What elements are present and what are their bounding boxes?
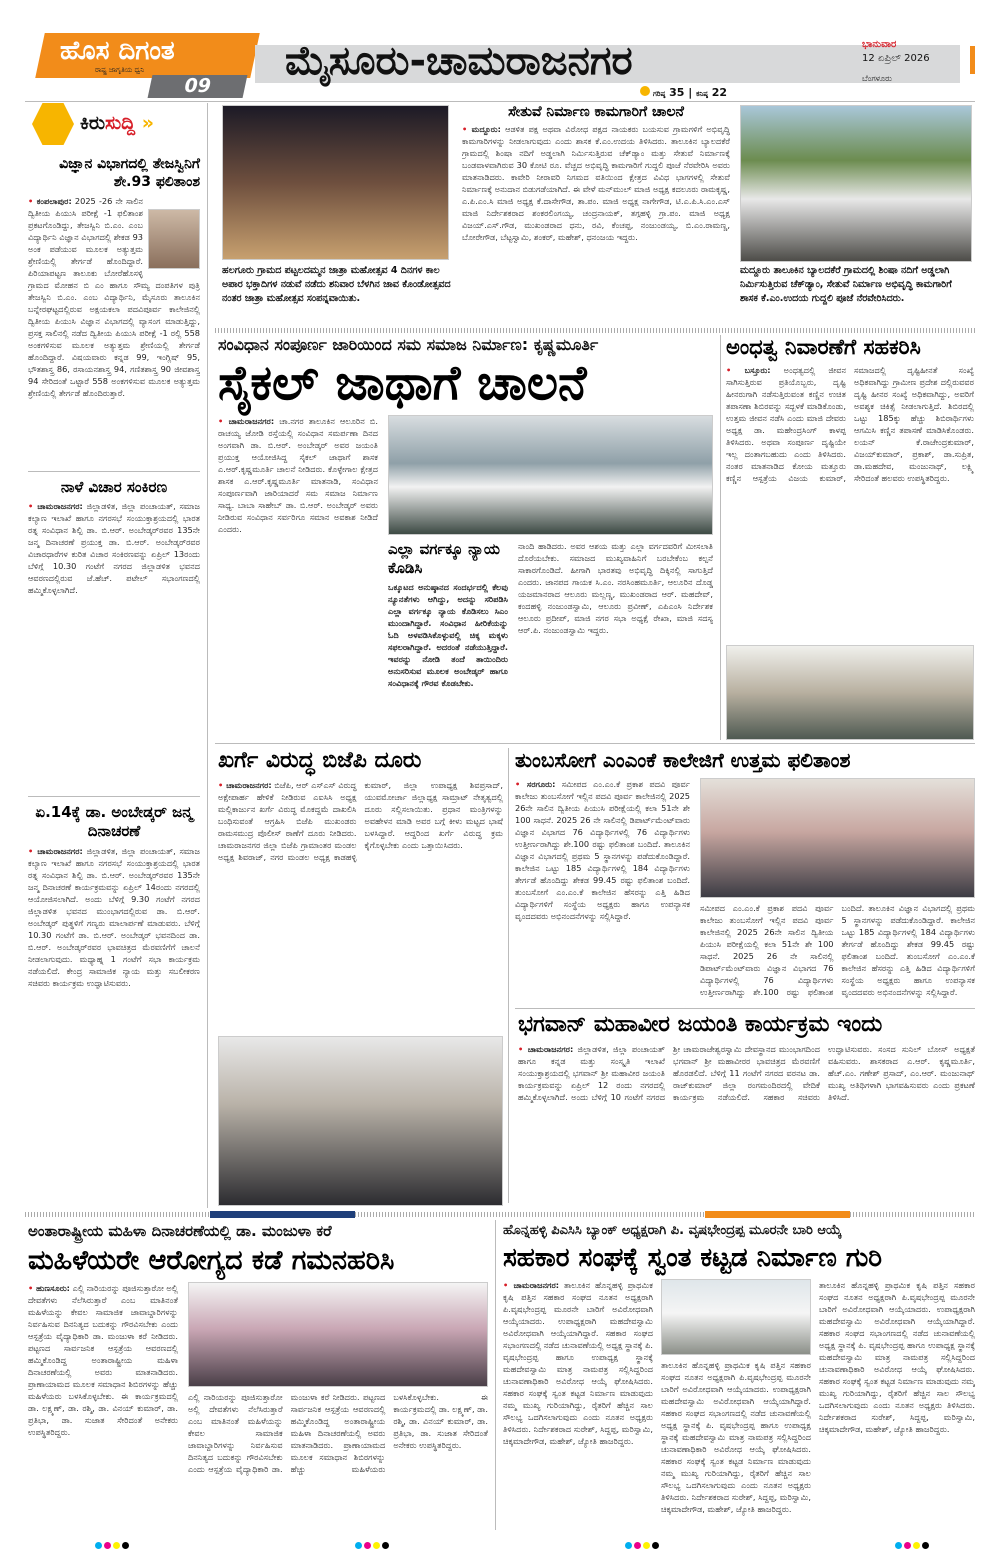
mahaveer-story: ಭಗವಾನ್ ಮಹಾವೀರ ಜಯಂತಿ ಕಾರ್ಯಕ್ರಮ ಇಂದು • ಚಾಮರಾಜನಗರ: ಜಿಲ್ಲಾಡಳಿತ, ಜಿಲ್ಲಾ ಪಂಚಾಯತ್ ಹಾಗೂ ಕನ್ನಡ ಮತ್ತು ಸಂಸ್ಕೃತಿ ಇಲಾಖೆ ಸಂಯುಕ್ತಾಶ್ರಯದಲ್ಲಿ ಭಗವಾನ್ ಶ್ರೀ ಮಹಾವೀರ ಜಯಂತಿ ಕಾರ್ಯಕ್ರಮವನ್ನು ಏಪ್ರಿಲ್ 12 ರಂದು ನಗರದಲ್ಲಿ ಹಮ್ಮಿಕೊಳ್ಳಲಾಗಿದೆ. ಅಂದು ಬೆಳಿಗ್ಗೆ 10 ಗಂಟೆಗೆ ನಗರದ ಶ್ರೀ ಚಾಮರಾಜೇಶ್ವರಸ್ವಾಮಿ ದೇವಸ್ಥಾನದ ಮುಂಭಾಗದಿಂದ ಭಗವಾನ್ ಶ್ರೀ ಮಹಾವೀರರ ಭಾವಚಿತ್ರದ ಮೆರವಣಿಗೆ ಹೊರಡಲಿದೆ. ಬೆಳಿಗ್ಗೆ 11 ಗಂಟೆಗೆ ನಗರದ ವರನಟ ಡಾ. ರಾಜ್‌ಕುಮಾರ್ ಜಿಲ್ಲಾ ರಂಗಮಂದಿರದಲ್ಲಿ ವೇದಿಕೆ ಕಾರ್ಯಕ್ರಮ ನಡೆಯಲಿದೆ. ಸಹಕಾರ ಸಚಿವರು ಉದ್ಘಾಟಿಸುವರು. ಸಂಸದ ಸುನಿಲ್ ಬೋಸ್ ಅಧ್ಯಕ್ಷತೆ ವಹಿಸುವರು. ಶಾಸಕರಾದ ಎ.ಆರ್. ಕೃಷ್ಣಮೂರ್ತಿ, ಹೆಚ್.ಎಂ. ಗಣೇಶ್ ಪ್ರಸಾದ್, ಎಂ.ಆರ್. ಮಂಜುನಾಥ್ ಮುಖ್ಯ ಅತಿಥಿಗಳಾಗಿ ಭಾಗವಹಿಸುವರು ಎಂದು ಪ್ರಕಟಣೆ ತಿಳಿಸಿದೆ. bbox=[518, 1012, 975, 1205]
accent-bar bbox=[210, 1211, 355, 1218]
column-rule bbox=[720, 335, 721, 740]
lead-kicker: ಸಂವಿಧಾನ ಸಂಪೂರ್ಣ ಜಾರಿಯಿಂದ ಸಮ ಸಮಾಜ ನಿರ್ಮಾಣ: ಕೃಷ್ಣಮೂರ್ತಿ bbox=[218, 335, 599, 354]
cooperative-story: ಹೊನ್ನಹಳ್ಳಿ ಪಿಎಸಿಸಿ ಬ್ಯಾಂಕ್ ಅಧ್ಯಕ್ಷರಾಗಿ ಪಿ. ವೃಷಭೇಂದ್ರಪ್ಪ ಮೂರನೇ ಬಾರಿ ಆಯ್ಕೆ ಸಹಕಾರ ಸಂಘಕ್ಕೆ ಸ್ವಂತ ಕಟ್ಟಡ ನಿರ್ಮಾಣ ಗುರಿ • ಚಾಮರಾಜನಗರ: ತಾಲೂಕಿನ ಹೊನ್ನಹಳ್ಳಿ ಪ್ರಾಥಮಿಕ ಕೃಷಿ ಪತ್ತಿನ ಸಹಕಾರ ಸಂಘದ ನೂತನ ಅಧ್ಯಕ್ಷರಾಗಿ ಪಿ.ವೃಷಭೇಂದ್ರಪ್ಪ ಮೂರನೇ ಬಾರಿಗೆ ಅವಿರೋಧವಾಗಿ ಆಯ್ಕೆಯಾದರು. ಉಪಾಧ್ಯಕ್ಷರಾಗಿ ಮಹದೇವಸ್ವಾಮಿ ಅವಿರೋಧವಾಗಿ ಆಯ್ಕೆಯಾಗಿದ್ದಾರೆ. ಸಹಕಾರ ಸಂಘದ ಸಭಾಂಗಣದಲ್ಲಿ ನಡೆದ ಚುನಾವಣೆಯಲ್ಲಿ ಅಧ್ಯಕ್ಷ ಸ್ಥಾನಕ್ಕೆ ಪಿ. ವೃಷಭೇಂದ್ರಪ್ಪ ಹಾಗೂ ಉಪಾಧ್ಯಕ್ಷ ಸ್ಥಾನಕ್ಕೆ ಮಹದೇವಸ್ವಾಮಿ ಮಾತ್ರ ನಾಮಪತ್ರ ಸಲ್ಲಿಸಿದ್ದರಿಂದ ಚುನಾವಣಾಧಿಕಾರಿ ಅವಿರೋಧ ಆಯ್ಕೆ ಘೋಷಿಸಿದರು. ಸಹಕಾರ ಸಂಘಕ್ಕೆ ಸ್ವಂತ ಕಟ್ಟಡ ನಿರ್ಮಾಣ ಮಾಡುವುದು ನಮ್ಮ ಮುಖ್ಯ ಗುರಿಯಾಗಿದ್ದು, ರೈತರಿಗೆ ಹೆಚ್ಚಿನ ಸಾಲ ಸೌಲಭ್ಯ ಒದಗಿಸಲಾಗುವುದು ಎಂದು ನೂತನ ಅಧ್ಯಕ್ಷರು ತಿಳಿಸಿದರು. ನಿರ್ದೇಶಕರಾದ ಸುರೇಶ್, ಸಿದ್ದಪ್ಪ, ಮರಿಸ್ವಾಮಿ, ಚಿಕ್ಕಮಾದೇಗೌಡ, ಮಹೇಶ್, ಜ್ಯೋತಿ ಹಾಜರಿದ್ದರು. ತಾಲೂಕಿನ ಹೊನ್ನಹಳ್ಳಿ ಪ್ರಾಥಮಿಕ ಕೃಷಿ ಪತ್ತಿನ ಸಹಕಾರ ಸಂಘದ ನೂತನ ಅಧ್ಯಕ್ಷರಾಗಿ ಪಿ.ವೃಷಭೇಂದ್ರಪ್ಪ ಮೂರನೇ ಬಾರಿಗೆ ಅವಿರೋಧವಾಗಿ ಆಯ್ಕೆಯಾದರು. ಉಪಾಧ್ಯಕ್ಷರಾಗಿ ಮಹದೇವಸ್ವಾಮಿ ಅವಿರೋಧವಾಗಿ ಆಯ್ಕೆಯಾಗಿದ್ದಾರೆ. ಸಹಕಾರ ಸಂಘದ ಸಭಾಂಗಣದಲ್ಲಿ ನಡೆದ ಚುನಾವಣೆಯಲ್ಲಿ ಅಧ್ಯಕ್ಷ ಸ್ಥಾನಕ್ಕೆ ಪಿ. ವೃಷಭೇಂದ್ರಪ್ಪ ಹಾಗೂ ಉಪಾಧ್ಯಕ್ಷ ಸ್ಥಾನಕ್ಕೆ ಮಹದೇವಸ್ವಾಮಿ ಮಾತ್ರ ನಾಮಪತ್ರ ಸಲ್ಲಿಸಿದ್ದರಿಂದ ಚುನಾವಣಾಧಿಕಾರಿ ಅವಿರೋಧ ಆಯ್ಕೆ ಘೋಷಿಸಿದರು. ಸಹಕಾರ ಸಂಘಕ್ಕೆ ಸ್ವಂತ ಕಟ್ಟಡ ನಿರ್ಮಾಣ ಮಾಡುವುದು ನಮ್ಮ ಮುಖ್ಯ ಗುರಿಯಾಗಿದ್ದು, ರೈತರಿಗೆ ಹೆಚ್ಚಿನ ಸಾಲ ಸೌಲಭ್ಯ ಒದಗಿಸಲಾಗುವುದು ಎಂದು ನೂತನ ಅಧ್ಯಕ್ಷರು ತಿಳಿಸಿದರು. ನಿರ್ದೇಶಕರಾದ ಸುರೇಶ್, ಸಿದ್ದಪ್ಪ, ಮರಿಸ್ವಾಮಿ, ಚಿಕ್ಕಮಾದೇಗೌಡ, ಮಹೇಶ್, ಜ್ಯೋತಿ ಹಾಜರಿದ್ದರು. ತಾಲೂಕಿನ ಹೊನ್ನಹಳ್ಳಿ ಪ್ರಾಥಮಿಕ ಕೃಷಿ ಪತ್ತಿನ ಸಹಕಾರ ಸಂಘದ ನೂತನ ಅಧ್ಯಕ್ಷರಾಗಿ ಪಿ.ವೃಷಭೇಂದ್ರಪ್ಪ ಮೂರನೇ ಬಾರಿಗೆ ಅವಿರೋಧವಾಗಿ ಆಯ್ಕೆಯಾದರು. ಉಪಾಧ್ಯಕ್ಷರಾಗಿ ಮಹದೇವಸ್ವಾಮಿ ಅವಿರೋಧವಾಗಿ ಆಯ್ಕೆಯಾಗಿದ್ದಾರೆ. ಸಹಕಾರ ಸಂಘದ ಸಭಾಂಗಣದಲ್ಲಿ ನಡೆದ ಚುನಾವಣೆಯಲ್ಲಿ ಅಧ್ಯಕ್ಷ ಸ್ಥಾನಕ್ಕೆ ಪಿ. ವೃಷಭೇಂದ್ರಪ್ಪ ಹಾಗೂ ಉಪಾಧ್ಯಕ್ಷ ಸ್ಥಾನಕ್ಕೆ ಮಹದೇವಸ್ವಾಮಿ ಮಾತ್ರ ನಾಮಪತ್ರ ಸಲ್ಲಿಸಿದ್ದರಿಂದ ಚುನಾವಣಾಧಿಕಾರಿ ಅವಿರೋಧ ಆಯ್ಕೆ ಘೋಷಿಸಿದರು. ಸಹಕಾರ ಸಂಘಕ್ಕೆ ಸ್ವಂತ ಕಟ್ಟಡ ನಿರ್ಮಾಣ ಮಾಡುವುದು ನಮ್ಮ ಮುಖ್ಯ ಗುರಿಯಾಗಿದ್ದು, ರೈತರಿಗೆ ಹೆಚ್ಚಿನ ಸಾಲ ಸೌಲಭ್ಯ ಒದಗಿಸಲಾಗುವುದು ಎಂದು ನೂತನ ಅಧ್ಯಕ್ಷರು ತಿಳಿಸಿದರು. ನಿರ್ದೇಶಕರಾದ ಸುರೇಶ್, ಸಿದ್ದಪ್ಪ, ಮರಿಸ್ವಾಮಿ, ಚಿಕ್ಕಮಾದೇಗೌಡ, ಮಹೇಶ್, ಜ್ಯೋತಿ ಹಾಜರಿದ್ದರು. bbox=[503, 1222, 975, 1528]
accent-bar bbox=[970, 46, 975, 74]
student-photo bbox=[148, 209, 200, 269]
eye-camp-photo bbox=[726, 645, 974, 740]
cycle-rally-photo bbox=[388, 415, 713, 535]
festival-photo bbox=[222, 105, 449, 260]
newspaper-logo: ಹೊಸ ದಿಗಂತ bbox=[60, 36, 175, 66]
womens-day-story: ಅಂತಾರಾಷ್ಟ್ರೀಯ ಮಹಿಳಾ ದಿನಾಚರಣೆಯಲ್ಲಿ ಡಾ. ಮಂಜುಳಾ ಕರೆ ಮಹಿಳೆಯರೇ ಆರೋಗ್ಯದ ಕಡೆ ಗಮನಹರಿಸಿ • ಹುಣಸೂರು: ಎಲ್ಲಿ ನಾರಿಯರನ್ನು ಪೂಜಿಸುತ್ತಾರೋ ಅಲ್ಲಿ ದೇವತೆಗಳು ನೆಲೆಸಿರುತ್ತಾರೆ ಎಂಬ ಮಾತಿನಂತೆ ಮಹಿಳೆಯನ್ನು ಕೇವಲ ಸಾಮಾಜಿಕ ಜಾವಾಬ್ದಾರಿಗಳನ್ನು ನಿರ್ವಹಿಸುವ ದಿನನಿತ್ಯದ ಬದುಕನ್ನು ಗೌರವಿಸಬೇಕು ಎಂದು ಆಸ್ಪತ್ರೆಯ ವೈದ್ಯಾಧಿಕಾರಿ ಡಾ. ಮಂಜುಳಾ ಕರೆ ನೀಡಿದರು. ಪಟ್ಟಣದ ಸಾರ್ವಜನಿಕ ಆಸ್ಪತ್ರೆಯ ಆವರಣದಲ್ಲಿ ಹಮ್ಮಿಕೊಂಡಿದ್ದ ಅಂತಾರಾಷ್ಟ್ರೀಯ ಮಹಿಳಾ ದಿನಾಚರಣೆಯಲ್ಲಿ ಅವರು ಮಾತನಾಡಿದರು. ಪ್ರಾಣಾಯಾಮದ ಮೂಲಕ ಸಮಾಧಾನ ಶಿಬಿರಗಳನ್ನು ಹೆಚ್ಚು ಮಹಿಳೆಯರು ಬಳಸಿಕೊಳ್ಳಬೇಕು. ಈ ಕಾರ್ಯಕ್ರಮದಲ್ಲಿ ಡಾ. ಲಕ್ಷ್ಮಣ್, ಡಾ. ರಶ್ಮಿ, ಡಾ. ವಿನಯ್ ಕುಮಾರ್, ಡಾ. ಪ್ರತಿಭಾ, ಡಾ. ಸುಜಾತ ಸೇರಿದಂತೆ ಅನೇಕರು ಉಪಸ್ಥಿತರಿದ್ದರು. ಎಲ್ಲಿ ನಾರಿಯರನ್ನು ಪೂಜಿಸುತ್ತಾರೋ ಅಲ್ಲಿ ದೇವತೆಗಳು ನೆಲೆಸಿರುತ್ತಾರೆ ಎಂಬ ಮಾತಿನಂತೆ ಮಹಿಳೆಯನ್ನು ಕೇವಲ ಸಾಮಾಜಿಕ ಜಾವಾಬ್ದಾರಿಗಳನ್ನು ನಿರ್ವಹಿಸುವ ದಿನನಿತ್ಯದ ಬದುಕನ್ನು ಗೌರವಿಸಬೇಕು ಎಂದು ಆಸ್ಪತ್ರೆಯ ವೈದ್ಯಾಧಿಕಾರಿ ಡಾ. ಮಂಜುಳಾ ಕರೆ ನೀಡಿದರು. ಪಟ್ಟಣದ ಸಾರ್ವಜನಿಕ ಆಸ್ಪತ್ರೆಯ ಆವರಣದಲ್ಲಿ ಹಮ್ಮಿಕೊಂಡಿದ್ದ ಅಂತಾರಾಷ್ಟ್ರೀಯ ಮಹಿಳಾ ದಿನಾಚರಣೆಯಲ್ಲಿ ಅವರು ಮಾತನಾಡಿದರು. ಪ್ರಾಣಾಯಾಮದ ಮೂಲಕ ಸಮಾಧಾನ ಶಿಬಿರಗಳನ್ನು ಹೆಚ್ಚು ಮಹಿಳೆಯರು ಬಳಸಿಕೊಳ್ಳಬೇಕು. ಈ ಕಾರ್ಯಕ್ರಮದಲ್ಲಿ ಡಾ. ಲಕ್ಷ್ಮಣ್, ಡಾ. ರಶ್ಮಿ, ಡಾ. ವಿನಯ್ ಕುಮಾರ್, ಡಾ. ಪ್ರತಿಭಾ, ಡಾ. ಸುಜಾತ ಸೇರಿದಂತೆ ಅನೇಕರು ಉಪಸ್ಥಿತರಿದ್ದರು. bbox=[28, 1222, 488, 1528]
date: 12 ಏಪ್ರಿಲ್ 2026 bbox=[862, 53, 930, 64]
lead-story: ಸಂವಿಧಾನ ಸಂಪೂರ್ಣ ಜಾರಿಯಿಂದ ಸಮ ಸಮಾಜ ನಿರ್ಮಾಣ: ಕೃಷ್ಣಮೂರ್ತಿ ಸೈಕಲ್ ಜಾಥಾಗೆ ಚಾಲನೆ • ಚಾಮರಾಜನಗರ: ಚಾ.ನಗರ ತಾಲೂಕಿನ ಆಲೂರಿನ ಬಿ. ರಾಚಯ್ಯ ಜೋಡಿ ರಸ್ತೆಯಲ್ಲಿ ಸಂವಿಧಾನ ಸಮರ್ಪಣಾ ದಿನದ ಅಂಗವಾಗಿ ಡಾ. ಬಿ.ಆರ್. ಅಂಬೇಡ್ಕರ್ ಅವರ ಜಯಂತಿ ಪ್ರಯುಕ್ತ ಆಯೋಜಿಸಿದ್ದ ಸೈಕಲ್ ಜಾಥಾಗೆ ಶಾಸಕ ಎ.ಆರ್.ಕೃಷ್ಣಮೂರ್ತಿ ಚಾಲನೆ ನೀಡಿದರು. ಕೊಳ್ಳೇಗಾಲ ಕ್ಷೇತ್ರದ ಶಾಸಕ ಎ.ಆರ್.ಕೃಷ್ಣಮೂರ್ತಿ ಮಾತನಾಡಿ, ಸಂವಿಧಾನ ಸಂಪೂರ್ಣವಾಗಿ ಜಾರಿಯಾದರೆ ಸಮ ಸಮಾಜ ನಿರ್ಮಾಣ ಸಾಧ್ಯ. ಬಾಬಾ ಸಾಹೇಬ್ ಡಾ. ಬಿ.ಆರ್. ಅಂಬೇಡ್ಕರ್ ಅವರು ನೀಡಿರುವ ಸಂವಿಧಾನ ಸರ್ವರಿಗೂ ಸಮಾನ ಅವಕಾಶ ನೀಡಿದೆ ಎಂದರು. ಎಲ್ಲಾ ವರ್ಗಕ್ಕೂ ನ್ಯಾಯ ಕೊಡಿಸಿ ಒಕ್ಕೂಟದ ಅನುಷ್ಠಾನದ ಸಂದರ್ಭದಲ್ಲಿ ಕೆಲವು ನ್ಯೂನತೆಗಳು ಆಗಿದ್ದು, ಅದನ್ನು ಸರಿಪಡಿಸಿ ಎಲ್ಲಾ ವರ್ಗಕ್ಕೂ ನ್ಯಾಯ ಕೊಡಿಸಲು ಸಿಎಂ ಮುಂದಾಗಿದ್ದಾರೆ. ಸಂವಿಧಾನ ಹೀರಿಕೆಯನ್ನು ಓದಿ ಅಳವಡಿಸಿಕೊಳ್ಳುವಲ್ಲಿ ಚಿಕ್ಕ ಮಕ್ಕಳು ಸಫಲರಾಗಿದ್ದಾರೆ. ಅದರಂತೆ ನಡೆಯುತ್ತಿದ್ದಾರೆ. ಇವರನ್ನು ನೋಡಿ ತಂದೆ ತಾಯಿಂದಿರು ಅನುಸರಿಸುವ ಮೂಲಕ ಅಂಬೇಡ್ಕರ್ ಹಾಗೂ ಸಂವಿಧಾನಕ್ಕೆ ಗೌರವ ಕೊಡಬೇಕು. ನಾಂದಿ ಹಾಡಿದರು. ಅವರ ಆಶಯ ಮತ್ತು ಎಲ್ಲಾ ವರ್ಗದವರಿಗೆ ಮೀಸಲಾತಿ ದೊರೆಯಬೇಕು. ಸಮಾಜದ ಮುಖ್ಯವಾಹಿನಿಗೆ ಬರಬೇಕೆಂಬ ಕಲ್ಪನೆ ಸಾಕಾರಗೊಂಡಿದೆ. ಹೀಗಾಗಿ ಭಾರತವು ಅಭಿವೃದ್ಧಿ ದಿಕ್ಕಿನಲ್ಲಿ ಸಾಗುತ್ತಿದೆ ಎಂದರು. ಜಾನಪದ ಗಾಯಕ ಸಿ.ಎಂ. ನರಸಿಂಹಮೂರ್ತಿ, ಆಲೂರಿನ ದೊಡ್ಡ ಯಜಮಾನರಾದ ಆಲೂರು ಮಲ್ಲಣ್ಣ, ಮುಖಂಡರಾದ ಆರ್. ಮಹದೇವ್, ಕಂದಹಳ್ಳಿ ನಂಜುಂಡಸ್ವಾಮಿ, ಆಲೂರು ಪ್ರವೀಣ್, ಎಪಿಎಂಸಿ ನಿರ್ದೇಶಕ ಆಲೂರು ಪ್ರದೀಪ್, ಮಾಜಿ ನಗರ ಸಭಾ ಅಧ್ಯಕ್ಷೆ ರೇಖಾ, ಮಾಜಿ ಸದಸ್ಯ ಆರ್.ಪಿ. ನಂಜುಂಡಸ್ವಾಮಿ ಇದ್ದರು. bbox=[218, 335, 713, 740]
kiru-suddi-label: ಕಿರುಸುದ್ದಿ » bbox=[80, 112, 155, 134]
inauguration-photo bbox=[740, 105, 972, 262]
city: ಬೆಂಗಳೂರು bbox=[862, 74, 892, 83]
lead-body: • ಚಾಮರಾಜನಗರ: ಚಾ.ನಗರ ತಾಲೂಕಿನ ಆಲೂರಿನ ಬಿ. ರಾಚಯ್ಯ ಜೋಡಿ ರಸ್ತೆಯಲ್ಲಿ ಸಂವಿಧಾನ ಸಮರ್ಪಣಾ ದಿನದ ಅಂಗವಾಗಿ ಡಾ. ಬಿ.ಆರ್. ಅಂಬೇಡ್ಕರ್ ಅವರ ಜಯಂತಿ ಪ್ರಯುಕ್ತ ಆಯೋಜಿಸಿದ್ದ ಸೈಕಲ್ ಜಾಥಾಗೆ ಶಾಸಕ ಎ.ಆರ್.ಕೃಷ್ಣಮೂರ್ತಿ ಚಾಲನೆ ನೀಡಿದರು. ಕೊಳ್ಳೇಗಾಲ ಕ್ಷೇತ್ರದ ಶಾಸಕ ಎ.ಆರ್.ಕೃಷ್ಣಮೂರ್ತಿ ಮಾತನಾಡಿ, ಸಂವಿಧಾನ ಸಂಪೂರ್ಣವಾಗಿ ಜಾರಿಯಾದರೆ ಸಮ ಸಮಾಜ ನಿರ್ಮಾಣ ಸಾಧ್ಯ. ಬಾಬಾ ಸಾಹೇಬ್ ಡಾ. ಬಿ.ಆರ್. ಅಂಬೇಡ್ಕರ್ ಅವರು ನೀಡಿರುವ ಸಂವಿಧಾನ ಸರ್ವರಿಗೂ ಸಮಾನ ಅವಕಾಶ ನೀಡಿದೆ ಎಂದರು. bbox=[218, 415, 378, 740]
photo-caption: ಹಲಗೂರು ಗ್ರಾಮದ ಪಟ್ಟಲದಮ್ಮನ ಜಾತ್ರಾ ಮಹೋತ್ಸವ 4 ದಿನಗಳ ಕಾಲ ಅಪಾರ ಭಕ್ತಾದಿಗಳ ನಡುವೆ ನಡೆದು ಶನಿವಾರ ಬೆಳಗಿನ ಜಾವ ಕೊಂಡೋತ್ಸವದ ನಂತರ ಜಾತ್ರಾ ಮಹೋತ್ಸವ ಸಂಪನ್ನವಾಯಿತು. bbox=[222, 265, 451, 304]
article-title: ವಿಜ್ಞಾನ ವಿಭಾಗದಲ್ಲಿ ತೇಜಸ್ವಿನಿಗೆ ಶೇ.93 ಫಲಿತಾಂಶ bbox=[59, 156, 200, 190]
column-rule bbox=[207, 103, 208, 1208]
college-story: ತುಂಬಸೋಗೆ ಎಂಎಂಕೆ ಕಾಲೇಜಿಗೆ ಉತ್ತಮ ಫಲಿತಾಂಶ • ಸರಗೂರು: ಸಮೀಪದ ಎಂ.ಎಂ.ಕೆ ಪ್ರಕಾಶ ಪದವಿ ಪೂರ್ವ ಕಾಲೇಜು ತುಂಬಸೋಗೆ ಇಲ್ಲಿನ ಪದವಿ ಪೂರ್ವ ಕಾಲೇಜಿನಲ್ಲಿ 2025 26ನೇ ಸಾಲಿನ ದ್ವಿತೀಯ ಪಿಯುಸಿ ಪರೀಕ್ಷೆಯಲ್ಲಿ ಕಲಾ 51ನೇ ಶೇ 100 ಸಾಧನೆ. 2025 26 ನೇ ಸಾಲಿನಲ್ಲಿ ಡಿಪಾರ್ಟ್‌ಮೆಂಟ್‌ವಾರು ವಿಜ್ಞಾನ ವಿಭಾಗದ 76 ವಿದ್ಯಾರ್ಥಿಗಳಲ್ಲಿ 76 ವಿದ್ಯಾರ್ಥಿಗಳು ಉತ್ತೀರ್ಣರಾಗಿದ್ದು ಶೇ.100 ರಷ್ಟು ಫಲಿತಾಂಶ ಬಂದಿದೆ. ತಾಲೂಕಿನ ವಿಜ್ಞಾನ ವಿಭಾಗದಲ್ಲಿ ಪ್ರಥಮ 5 ಸ್ಥಾನಗಳನ್ನು ಪಡೆದುಕೊಂಡಿದ್ದಾರೆ. ಕಾಲೇಜಿನ ಒಟ್ಟು 185 ವಿದ್ಯಾರ್ಥಿಗಳಲ್ಲಿ 184 ವಿದ್ಯಾರ್ಥಿಗಳು ತೇರ್ಗಡೆ ಹೊಂದಿದ್ದು ಶೇಕಡ 99.45 ರಷ್ಟು ಫಲಿತಾಂಶ ಬಂದಿದೆ. ತುಂಬಸೋಗೆ ಎಂ.ಎಂ.ಕೆ ಕಾಲೇಜಿನ ಹೆಸರನ್ನು ಎತ್ತಿ ಹಿಡಿದ ವಿದ್ಯಾರ್ಥಿಗಳಿಗೆ ಸಂಸ್ಥೆಯ ಅಧ್ಯಕ್ಷರು ಹಾಗೂ ಉಪನ್ಯಾಸಕ ವೃಂದದವರು ಅಭಿನಂದನೆಗಳನ್ನು ಸಲ್ಲಿಸಿದ್ದಾರೆ. ಸಮೀಪದ ಎಂ.ಎಂ.ಕೆ ಪ್ರಕಾಶ ಪದವಿ ಪೂರ್ವ ಕಾಲೇಜು ತುಂಬಸೋಗೆ ಇಲ್ಲಿನ ಪದವಿ ಪೂರ್ವ ಕಾಲೇಜಿನಲ್ಲಿ 2025 26ನೇ ಸಾಲಿನ ದ್ವಿತೀಯ ಪಿಯುಸಿ ಪರೀಕ್ಷೆಯಲ್ಲಿ ಕಲಾ 51ನೇ ಶೇ 100 ಸಾಧನೆ. 2025 26 ನೇ ಸಾಲಿನಲ್ಲಿ ಡಿಪಾರ್ಟ್‌ಮೆಂಟ್‌ವಾರು ವಿಜ್ಞಾನ ವಿಭಾಗದ 76 ವಿದ್ಯಾರ್ಥಿಗಳಲ್ಲಿ 76 ವಿದ್ಯಾರ್ಥಿಗಳು ಉತ್ತೀರ್ಣರಾಗಿದ್ದು ಶೇ.100 ರಷ್ಟು ಫಲಿತಾಂಶ ಬಂದಿದೆ. ತಾಲೂಕಿನ ವಿಜ್ಞಾನ ವಿಭಾಗದಲ್ಲಿ ಪ್ರಥಮ 5 ಸ್ಥಾನಗಳನ್ನು ಪಡೆದುಕೊಂಡಿದ್ದಾರೆ. ಕಾಲೇಜಿನ ಒಟ್ಟು 185 ವಿದ್ಯಾರ್ಥಿಗಳಲ್ಲಿ 184 ವಿದ್ಯಾರ್ಥಿಗಳು ತೇರ್ಗಡೆ ಹೊಂದಿದ್ದು ಶೇಕಡ 99.45 ರಷ್ಟು ಫಲಿತಾಂಶ ಬಂದಿದೆ. ತುಂಬಸೋಗೆ ಎಂ.ಎಂ.ಕೆ ಕಾಲೇಜಿನ ಹೆಸರನ್ನು ಎತ್ತಿ ಹಿಡಿದ ವಿದ್ಯಾರ್ಥಿಗಳಿಗೆ ಸಂಸ್ಥೆಯ ಅಧ್ಯಕ್ಷರು ಹಾಗೂ ಉಪನ್ಯಾಸಕ ವೃಂದದವರು ಅಭಿನಂದನೆಗಳನ್ನು ಸಲ್ಲಿಸಿದ್ದಾರೆ. bbox=[515, 748, 975, 1005]
sun-icon bbox=[640, 86, 650, 96]
divider bbox=[25, 101, 975, 102]
divider bbox=[215, 328, 975, 333]
edition-title: ಮೈಸೂರು-ಚಾಮರಾಜನಗರ bbox=[285, 38, 633, 84]
left-column: ವಿಜ್ಞಾನ ವಿಭಾಗದಲ್ಲಿ ತೇಜಸ್ವಿನಿಗೆ ಶೇ.93 ಫಲಿತಾಂಶ • ಕಂಪಲಾಪುರ: 2025 -26 ನೇ ಸಾಲಿನ ದ್ವಿತೀಯ ಪಿಯುಸಿ ಪರೀಕ್ಷೆ -1 ಫಲಿತಾಂಶ ಪ್ರಕಟಗೊಂಡಿದ್ದು, ತೇಜಸ್ವಿನಿ ಬಿ.ಎಂ. ಎಂಬ ವಿದ್ಯಾರ್ಥಿನಿ ವಿಜ್ಞಾನ ವಿಭಾಗದಲ್ಲಿ ಶೇಕಡ 93 ಅಂಕ ಪಡೆಯುವ ಮೂಲಕ ಅತ್ಯುತ್ತಮ ಶ್ರೇಣಿಯಲ್ಲಿ ತೇರ್ಗಡೆ ಹೊಂದಿದ್ದಾರೆ. ಪಿರಿಯಾಪಟ್ಟಣ ತಾಲೂಕು ಬೋರೆಹೊಸಳ್ಳಿ ಗ್ರಾಮದ ಮೋಹನ ಬಿ ಎಂ ಹಾಗೂ ಸೌಮ್ಯ ದಂಪತಿಗಳ ಪುತ್ರಿ ತೇಜಸ್ವಿನಿ ಬಿ.ಎಂ. ಎಂಬ ವಿದ್ಯಾರ್ಥಿನಿ, ಮೈಸೂರು ತಾಲೂಕಿನ ಬನ್ನೇರಘಟ್ಟದಲ್ಲಿರುವ ಅಕ್ಷಯಕಲಾ ಪದವಿಪೂರ್ವ ಕಾಲೇಜಿನಲ್ಲಿ ದ್ವಿತೀಯ ಪಿಯುಸಿ ವಿಜ್ಞಾನ ವಿಭಾಗದಲ್ಲಿ ವ್ಯಾಸಂಗ ಮಾಡುತ್ತಿದ್ದು, ಪ್ರಸಕ್ತ ಸಾಲಿನಲ್ಲಿ ನಡೆದ ದ್ವಿತೀಯ ಪಿಯುಸಿ ಪರೀಕ್ಷೆ -1 ರಲ್ಲಿ 558 ಅಂಕಗಳಿಸುವ ಮೂಲಕ ಅತ್ಯುತ್ತಮ ಶ್ರೇಣಿಯಲ್ಲಿ ತೇರ್ಗಡೆ ಹೊಂದಿದ್ದಾರೆ. ವಿಷಯವಾರು ಕನ್ನಡ 99, ಇಂಗ್ಲಿಷ್ 95, ಭೌತಶಾಸ್ತ್ರ 86, ರಸಾಯನಶಾಸ್ತ್ರ 94, ಗಣಿತಶಾಸ್ತ್ರ 90 ಜೀವಶಾಸ್ತ್ರ 94 ಸೇರಿದಂತೆ ಒಟ್ಟಾರೆ 558 ಅಂಕಗಳಿಸುವ ಮೂಲಕ ಅತ್ಯುತ್ತಮ ಶ್ರೇಣಿಯಲ್ಲಿ ತೇರ್ಗಡೆ ಹೊಂದಿರುತ್ತಾರೆ. ನಾಳೆ ವಿಚಾರ ಸಂಕಿರಣ • ಚಾಮರಾಜನಗರ: ಜಿಲ್ಲಾಡಳಿತ, ಜಿಲ್ಲಾ ಪಂಚಾಯತ್, ಸಮಾಜ ಕಲ್ಯಾಣ ಇಲಾಖೆ ಹಾಗೂ ನಗರಸಭೆ ಸಂಯುಕ್ತಾಶ್ರಯದಲ್ಲಿ ಭಾರತ ರತ್ನ ಸಂವಿಧಾನ ಶಿಲ್ಪಿ ಡಾ. ಬಿ.ಆರ್. ಅಂಬೇಡ್ಕರ್‌ರವರ 135ನೇ ಜನ್ಮ ದಿನಾಚರಣೆ ಪ್ರಯುಕ್ತ ಡಾ. ಬಿ.ಆರ್. ಅಂಬೇಡ್ಕರ್‌ರವರ ವಿಚಾರಧಾರೆಗಳ ಕುರಿತ ವಿಚಾರ ಸಂಕಿರಣವನ್ನು ಏಪ್ರಿಲ್ 13ರಂದು ಬೆಳಿಗ್ಗೆ 10.30 ಗಂಟೆಗೆ ನಗರದ ಜಿಲ್ಲಾಡಳಿತ ಭವನದ ಆವರಣದಲ್ಲಿರುವ ಜೆ.ಹೆಚ್. ಪಟೇಲ್ ಸಭಾಂಗಣದಲ್ಲಿ ಹಮ್ಮಿಕೊಳ್ಳಲಾಗಿದೆ. ಏ.14ಕ್ಕೆ ಡಾ. ಅಂಬೇಡ್ಕರ್ ಜನ್ಮ ದಿನಾಚರಣೆ • ಚಾಮರಾಜನಗರ: ಜಿಲ್ಲಾಡಳಿತ, ಜಿಲ್ಲಾ ಪಂಚಾಯತ್, ಸಮಾಜ ಕಲ್ಯಾಣ ಇಲಾಖೆ ಹಾಗೂ ನಗರಸಭೆ ಸಂಯುಕ್ತಾಶ್ರಯದಲ್ಲಿ ಭಾರತ ರತ್ನ ಸಂವಿಧಾನ ಶಿಲ್ಪಿ ಡಾ. ಬಿ.ಆರ್. ಅಂಬೇಡ್ಕರ್‌ರವರ 135ನೇ ಜನ್ಮ ದಿನಾಚರಣೆ ಕಾರ್ಯಕ್ರಮವನ್ನು ಏಪ್ರಿಲ್ 14ರಂದು ನಗರದಲ್ಲಿ ಆಯೋಜಿಸಲಾಗಿದೆ. ಅಂದು ಬೆಳಿಗ್ಗೆ 9.30 ಗಂಟೆಗೆ ನಗರದ ಜಿಲ್ಲಾಡಳಿತ ಭವನದ ಮುಂಭಾಗದಲ್ಲಿರುವ ಡಾ. ಬಿ.ಆರ್. ಅಂಬೇಡ್ಕರ್ ಪುತ್ಥಳಿಗೆ ಗಣ್ಯರು ಮಾಲಾರ್ಪಣೆ ಮಾಡುವರು. ಬೆಳಿಗ್ಗೆ 10.30 ಗಂಟೆಗೆ ಡಾ. ಬಿ.ಆರ್. ಅಂಬೇಡ್ಕರ್ ಭವನದಿಂದ ಡಾ. ಬಿ.ಆರ್. ಅಂಬೇಡ್ಕರ್‌ರವರ ಭಾವಚಿತ್ರದ ಮೆರವಣಿಗೆಗೆ ಚಾಲನೆ ನೀಡಲಾಗುವುದು. ಮಧ್ಯಾಹ್ನ 1 ಗಂಟೆಗೆ ಸಭಾ ಕಾರ್ಯಕ್ರಮ ನಡೆಯಲಿದೆ. ಕೇಂದ್ರ ಸಾಮಾಜಿಕ ನ್ಯಾಯ ಮತ್ತು ಸಬಲೀಕರಣ ಸಚಿವರು ಕಾರ್ಯಕ್ರಮ ಉದ್ಘಾಟಿಸುವರು. bbox=[28, 155, 200, 1165]
eye-camp-story: ಅಂಧತ್ವ ನಿವಾರಣೆಗೆ ಸಹಕರಿಸಿ • ಬಸ್ತೂರು: ಅಂಧತ್ವದಲ್ಲಿ ಜೀವನ ಸಾಗಿಸುತ್ತಿರುವ ಪ್ರತಿಯೊಬ್ಬರು, ದೃಷ್ಟಿ ಹೀನರುಗಾಗಿ ನಡೆಸುತ್ತಿರುವಂತ ಕಣ್ಣಿನ ಉಚಿತ ತಪಾಸಣಾ ಶಿಬಿರವನ್ನು ಸದ್ಬಳಕೆ ಮಾಡಿಕೊಂಡು, ಉತ್ತಮ ಜೀವನ ನಡೆಸಿ ಎಂದು ಮಾಜಿ ದೇವರು ಅಧ್ಯಕ್ಷ ಡಾ. ಮಹೇಂದ್ರಸಿಂಗ್ ಕಾಳಪ್ಪ ತಿಳಿಸಿದರು. ಅಥವಾ ಸಂಪೂರ್ಣ ದೃಷ್ಟಿಯೇ ಇಲ್ಲ ದಂತಾಗಬಹುದು ಎಂದು ತಿಳಿಸಿದರು. ನಂತರ ಮಾತನಾಡಿದ ಕೋಯ ಮತ್ತೂರು ಕಣ್ಣಿನ ಆಸ್ಪತ್ರೆಯ ವಿಜಯ ಕುಮಾರ್, ಸಮಾಜದಲ್ಲಿ ದೃಷ್ಟಿಹೀನತೆ ಸಂಖ್ಯೆ ಅಧಿಕವಾಗಿದ್ದು ಗ್ರಾಮೀಣ ಪ್ರದೇಶ ದಲ್ಲಿರುವವರ ದೃಷ್ಟಿ ಹೀನರ ಸಂಖ್ಯೆ ಅಧಿಕವಾಗಿದ್ದು, ಅವರಿಗೆ ಅವಶ್ಯಕ ಚಿಕಿತ್ಸೆ ನೀಡಲಾಗುತ್ತಿದೆ. ಶಿಬಿರದಲ್ಲಿ ಒಟ್ಟು 185ಕ್ಕು ಹೆಚ್ಚು ಶಿಬಿರಾರ್ಥಿಗಳು ಆಗಮಿಸಿ ಕಣ್ಣಿನ ತಪಾಸಣೆ ಮಾಡಿಸಿಕೊಂಡರು. ಲಯನ್ ಕೆ.ರಾಜೇಂದ್ರಕುಮಾರ್, ವಿಜಯ್‌ಕುಮಾರ್, ಪ್ರಕಾಶ್, ಡಾ.ಸುಪ್ರಿತ, ಡಾ.ಮಹದೇವ, ಮಂಜುನಾಥ್, ಲಕ್ಷ್ಮಿ ಸೇರಿದಂತೆ ಹಲವರು ಉಪಸ್ಥಿತರಿದ್ದರು. bbox=[726, 335, 974, 740]
max-temp: 35 bbox=[669, 86, 685, 99]
building-photo bbox=[661, 1279, 811, 1355]
womens-day-photo bbox=[188, 1282, 488, 1387]
dateline-box bbox=[862, 38, 962, 86]
students-photo bbox=[700, 778, 975, 898]
photo-caption: ಮದ್ದೂರು ತಾಲೂಕಿನ ಬ್ಯಾಲದಕೆರೆ ಗ್ರಾಮದಲ್ಲಿ ಶಿಂಷಾ ನದಿಗೆ ಅಡ್ಡಲಾಗಿ ನಿರ್ಮಿಸುತ್ತಿರುವ ಚೆಕ್‌ಡ್ಯಾಂ, ಸೇತುವೆ ನಿರ್ಮಾಣ ಅಭಿವೃದ್ಧಿ ಕಾಮಗಾರಿಗೆ ಶಾಸಕ ಕೆ.ಎಂ.ಉದಯ ಗುದ್ದಲಿ ಪೂಜೆ ನೆರವೇರಿಸಿದರು. bbox=[740, 265, 952, 304]
lead-headline: ಸೈಕಲ್ ಜಾಥಾಗೆ ಚಾಲನೆ bbox=[218, 355, 587, 411]
hand-icon bbox=[32, 103, 74, 145]
weather: ಗರಿಷ್ಠ 35 | ಕನಿಷ್ಠ 22 bbox=[640, 86, 727, 101]
min-temp: 22 bbox=[711, 86, 728, 99]
sub-headline: ಎಲ್ಲಾ ವರ್ಗಕ್ಕೂ ನ್ಯಾಯ ಕೊಡಿಸಿ bbox=[388, 540, 500, 577]
accent-bar bbox=[705, 1211, 850, 1218]
article-bridge: ಸೇತುವೆ ನಿರ್ಮಾಣ ಕಾಮಗಾರಿಗೆ ಚಾಲನೆ • ಮದ್ದೂರು: ಆಡಳಿತ ಪಕ್ಷ ಅಥವಾ ವಿರೋಧ ಪಕ್ಷದ ನಾಯಕರು ಬಯಸುವ ಗ್ರಾಮಗಳಿಗೆ ಅಭಿವೃದ್ಧಿ ಕಾಮಗಾರಿಗಳನ್ನು ನೀಡಲಾಗುವುದು ಎಂದು ಶಾಸಕ ಕೆ.ಎಂ.ಉದಯ ತಿಳಿಸಿದರು. ತಾಲೂಕಿನ ಬ್ಯಾಲದಕೆರೆ ಗ್ರಾಮದಲ್ಲಿ ಶಿಂಷಾ ನದಿಗೆ ಅಡ್ಡಲಾಗಿ ನಿರ್ಮಿಸುತ್ತಿರುವ ಚೆಕ್‌ಡ್ಯಾಂ ಮತ್ತು ಸೇತುವೆ ನಿರ್ಮಾಣಕ್ಕೆ ಬಂಡವಾಳವಾಗಿರುವ 30 ಕೋಟಿ ರೂ. ವೆಚ್ಚದ ಅಭಿವೃದ್ಧಿ ಕಾಮಗಾರಿಗೆ ಗುದ್ದಲಿ ಪೂಜೆ ನೆರವೇರಿಸಿ ಅವರು ಮಾತನಾಡಿದರು. ಕಾವೇರಿ ನೀರಾವರಿ ನಿಗಮದ ವತಿಯಿಂದ ಕ್ಷೇತ್ರದ ವಿವಿಧ ಭಾಗಗಳಲ್ಲಿ ಸೇತುವೆ ನಿರ್ಮಾಣಕ್ಕೆ ಅನುದಾನ ಬಿಡುಗಡೆಯಾಗಿದೆ. ಈ ವೇಳೆ ಮನ್‌ಮುಲ್ ಮಾಜಿ ಅಧ್ಯಕ್ಷ ಕದಲೂರು ರಾಮಕೃಷ್ಣ, ಎ.ಪಿ.ಎಂ.ಸಿ ಮಾಜಿ ಅಧ್ಯಕ್ಷ ಕೆ.ದಾಸೇಗೌಡ, ತಾ.ಪಂ. ಮಾಜಿ ಅಧ್ಯಕ್ಷ ನಾಗೇಗೌಡ, ಟಿ.ಎ.ಪಿ.ಸಿ.ಎಂ.ಎಸ್ ಮಾಜಿ ನಿರ್ದೇಶಕರಾದ ಶಂಕರಲಿಂಗಯ್ಯ, ಚಂದ್ರನಾಯಕ್, ತಗ್ಗಹಳ್ಳಿ ಗ್ರಾ.ಪಂ. ಮಾಜಿ ಅಧ್ಯಕ್ಷ ವಿಜಯ್.ಎಸ್.ಗೌಡ, ಮುಖಂಡರಾದ ಧನು, ರವಿ, ಕೆಂಚಪ್ಪ, ನಂಜುಂಡಯ್ಯ, ಬಿ.ಎಂ.ರಾಮಣ್ಣ, ಬೋರೇಗೌಡ, ಬೆಟ್ಟಸ್ವಾಮಿ, ಶಂಕರ್, ಮಹೇಶ್, ಧನಂಜಯ ಇದ್ದರು. bbox=[462, 104, 730, 326]
complaint-photo bbox=[218, 1036, 503, 1206]
article-title: ಏ.14ಕ್ಕೆ ಡಾ. ಅಂಬೇಡ್ಕರ್ ಜನ್ಮ ದಿನಾಚರಣೆ bbox=[35, 803, 193, 840]
day: ಭಾನುವಾರ bbox=[862, 39, 897, 50]
kharge-story: ಖರ್ಗೆ ವಿರುದ್ಧ ಬಿಜೆಪಿ ದೂರು • ಚಾಮರಾಜನಗರ: ಬಿಜೆಪಿ, ಆರ್ ಎಸ್‌ಎಸ್ ವಿರುದ್ಧ ಅಕ್ಷೇಪಾರ್ಹ ಹೇಳಿಕೆ ನೀಡಿರುವ ಎಐಸಿಸಿ ಅಧ್ಯಕ್ಷ ಮಲ್ಲಿಕಾರ್ಜುನ ಖರ್ಗೆ ವಿರುದ್ಧ ಮೊಕದ್ದಮೆ ದಾಖಲಿಸಿ ಬಂಧಿಸುವಂತೆ ಆಗ್ರಹಿಸಿ ಬಿಜೆಪಿ ಮುಖಂಡರು ರಾಮಸಮುದ್ರ ಪೊಲೀಸ್ ಠಾಣೆಗೆ ದೂರು ನೀಡಿದರು. ಚಾಮರಾಜನಗರ ಜಿಲ್ಲಾ ಬಿಜೆಪಿ ಗ್ರಾಮಾಂತರ ಮಂಡಲ ಅಧ್ಯಕ್ಷ ಶಿವರಾಜ್, ನಗರ ಮಂಡಲ ಅಧ್ಯಕ್ಷ ಕಾಡಹಳ್ಳಿ ಕುಮಾರ್, ಜಿಲ್ಲಾ ಉಪಾಧ್ಯಕ್ಷ ಶಿವಪ್ರಸಾದ್, ಯುವಮೋರ್ಚಾ ಜಿಲ್ಲಾಧ್ಯಕ್ಷ ಸಾಮ್ರಾಟ್ ನೇತೃತ್ವದಲ್ಲಿ ದೂರು ಸಲ್ಲಿಸಲಾಯಿತು. ಪ್ರಧಾನ ಮಂತ್ರಿಗಳನ್ನು ಅವಹೇಳನ ಮಾಡಿ ಅವರ ಬಗ್ಗೆ ಕೀಳು ಮಟ್ಟದ ಭಾಷೆ ಬಳಸಿದ್ದಾರೆ. ಆದ್ದರಿಂದ ಖರ್ಗೆ ವಿರುದ್ಧ ಕ್ರಮ ಕೈಗೊಳ್ಳಬೇಕು ಎಂದು ಒತ್ತಾಯಿಸಿದರು. bbox=[218, 748, 503, 1206]
logo-tagline: ರಾಷ್ಟ್ರ ಜಾಗೃತಿಯ ಧ್ವನಿ bbox=[95, 66, 145, 74]
column-rule bbox=[508, 748, 509, 1203]
article-title: ನಾಳೆ ವಿಚಾರ ಸಂಕಿರಣ bbox=[60, 478, 168, 496]
page-number: 09 bbox=[148, 75, 248, 98]
